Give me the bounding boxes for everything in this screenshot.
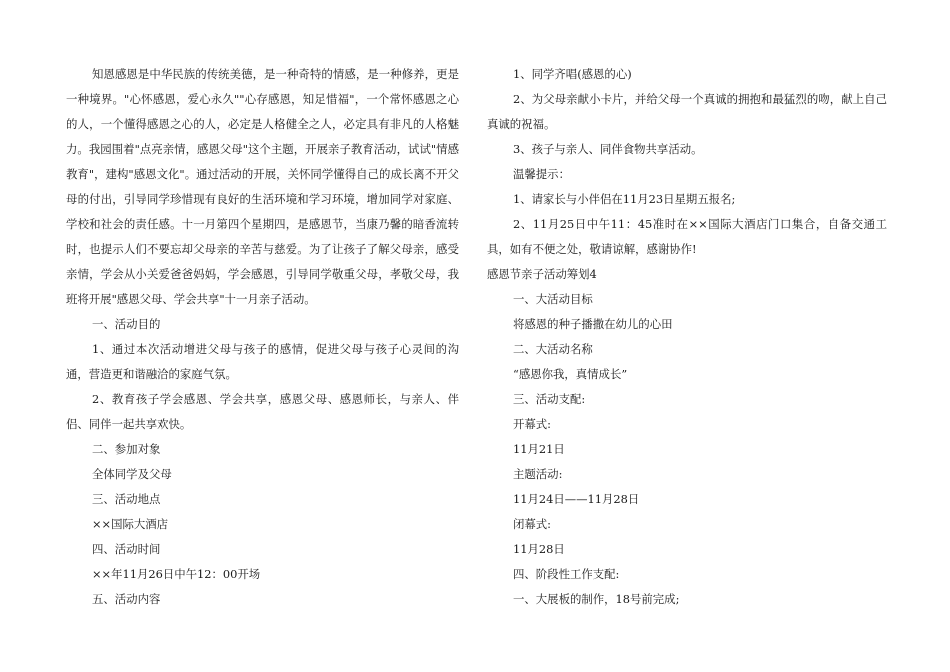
time-value: ××年11月26日中午12：00开场 (92, 567, 261, 581)
purpose-item-2: 2、教育孩子学会感恩、学会共享，感恩父母、感恩师长，与亲人、伴侣、同伴一起共享欢快。 (66, 392, 459, 431)
location-value: ××国际大酒店 (92, 517, 169, 531)
name-heading: 二、大活动名称 (513, 342, 593, 356)
closing-date: 11月28日 (513, 542, 565, 556)
opening-date: 11月21日 (513, 442, 565, 456)
purpose-item-1: 1、通过本次活动增进父母与孩子的感情，促进父母与孩子心灵间的沟通，营造更和谐融洽的家庭气氛。 (66, 342, 459, 381)
opening-label: 开幕式: (513, 417, 552, 431)
left-column (66, 62, 459, 612)
schedule-heading: 三、活动支配: (513, 392, 586, 406)
participants-value: 全体同学及父母 (92, 467, 172, 481)
goal-value: 将感恩的种子播撒在幼儿的心田 (513, 317, 673, 331)
content-item-1: 1、同学齐唱(感恩的心) (513, 67, 632, 81)
main-activity-dates: 11月24日——11月28日 (513, 492, 640, 506)
section-heading-content: 五、活动内容 (92, 592, 161, 606)
section-heading-time: 四、活动时间 (92, 542, 161, 556)
section-heading-purpose: 一、活动目的 (92, 317, 161, 331)
tip-item-1: 1、请家长与小伴侣在11月23日星期五报名; (513, 192, 736, 206)
main-activity-label: 主题活动: (513, 467, 563, 481)
content-item-3: 3、孩子与亲人、同伴食物共享活动。 (513, 142, 703, 156)
right-column (487, 62, 887, 612)
goal-heading: 一、大活动目标 (513, 292, 593, 306)
tip-item-2: 2、11月25日中午11：45准时在××国际大酒店门口集合，自备交通工具，如有不便之处，敬请谅解，感谢协作! (487, 217, 887, 256)
section-heading-participants: 二、参加对象 (92, 442, 161, 456)
intro-paragraph: 知恩感恩是中华民族的传统美德，是一种奇特的情感，是一种修养，更是一种境界。"心怀感恩，爱心永久""心存感恩，知足惜福"，一个常怀感恩之心的人，一个懂得感恩之心的人，必定是人格健全之人，必定具有非凡的人格魅力。我园围着"点亮亲情，感恩父母"这个主题，开展亲子教育活动，试试"情感教育"，建构"感恩文化"。通过活动的开展，关怀同学懂得自己的成长离不开父母的付出，引导同学珍惜现有良好的生活环境和学习环境，增加同学对家庭、学校和社会的责任感。十一月第四个星期四，是感恩节，当康乃馨的暗香流转时，也提示人们不要忘却父母亲的辛苦与慈爱。为了让孩子了解父母亲，感受亲情，学会从小关爱爸爸妈妈，学会感恩，引导同学敬重父母，孝敬父母，我班将开展"感恩父母、学会共享"十一月亲子活动。 (66, 67, 459, 306)
section-heading-location: 三、活动地点 (92, 492, 161, 506)
phase-work-heading: 四、阶段性工作支配: (513, 567, 620, 581)
content-item-2: 2、为父母亲献小卡片，并给父母一个真诚的拥抱和最猛烈的吻，献上自己真诚的祝福。 (487, 92, 887, 131)
plan-title: 感恩节亲子活动筹划4 (487, 267, 597, 281)
phase-work-item-1: 一、大展板的制作，18号前完成; (513, 592, 680, 606)
closing-label: 闭幕式: (513, 517, 552, 531)
tip-title: 温馨提示： (513, 167, 570, 181)
name-value: “感恩你我，真情成长” (513, 367, 628, 381)
